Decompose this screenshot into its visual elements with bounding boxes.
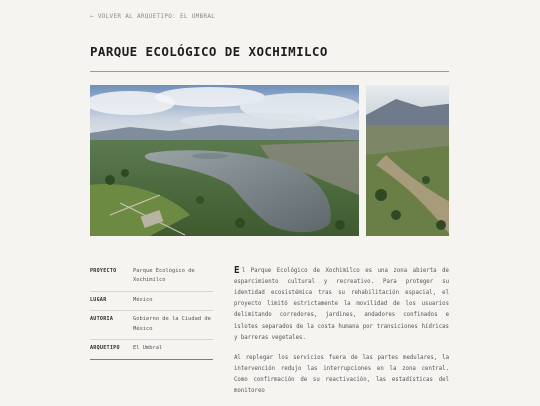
back-to-archetype-link[interactable]: ← VOLVER AL ARQUETIPO: EL UMBRAL xyxy=(90,13,216,20)
meta-key: AUTORIA xyxy=(90,316,114,323)
meta-key: PROYECTO xyxy=(90,268,117,274)
meta-value: El Umbral xyxy=(133,345,163,352)
dropcap: E xyxy=(234,265,240,276)
meta-row-archetype xyxy=(90,340,213,359)
aerial-lake-photo xyxy=(90,85,359,236)
meta-value: México xyxy=(133,296,153,303)
title-divider xyxy=(90,71,449,72)
meta-value: Gobierno de la Ciudad de México xyxy=(133,316,211,332)
gallery-image-park-mountain[interactable] xyxy=(366,85,449,236)
meta-key: ARQUETIPO xyxy=(90,345,120,352)
meta-row-project xyxy=(90,263,213,292)
gallery-image-aerial-lake[interactable] xyxy=(90,85,359,236)
meta-key: LUGAR xyxy=(90,296,107,303)
meta-row-place xyxy=(90,292,213,311)
paragraph-text: l Parque Ecológico de Xochimilco es una zona abierta de esparcimiento cultural y recreativo. Para proteger su identidad ecosistémica tras su rehabilitación espacial, el proyecto limitó estrictamente la movilidad de los usuarios delimitando corredores, jardines, andadores confinados e islotes separados de la costa humana por transiciones hídricas y barreras vegetales. xyxy=(234,268,449,341)
article-body xyxy=(234,266,449,406)
meta-row-author xyxy=(90,311,213,340)
article-paragraph xyxy=(234,266,449,344)
page-title: PARQUE ECOLÓGICO DE XOCHIMILCO xyxy=(90,44,328,59)
park-mountain-photo xyxy=(366,85,449,236)
meta-value: Parque Ecológico de Xochimilco xyxy=(133,268,195,284)
image-gallery[interactable] xyxy=(90,85,449,236)
project-metadata xyxy=(90,263,213,360)
article-paragraph: Al replegar los servicios fuera de las partes medulares, la intervención redujo las interrupciones en la zona central. Como confirmación de su reactivación, las estadísticas del monitoreo xyxy=(234,354,449,395)
